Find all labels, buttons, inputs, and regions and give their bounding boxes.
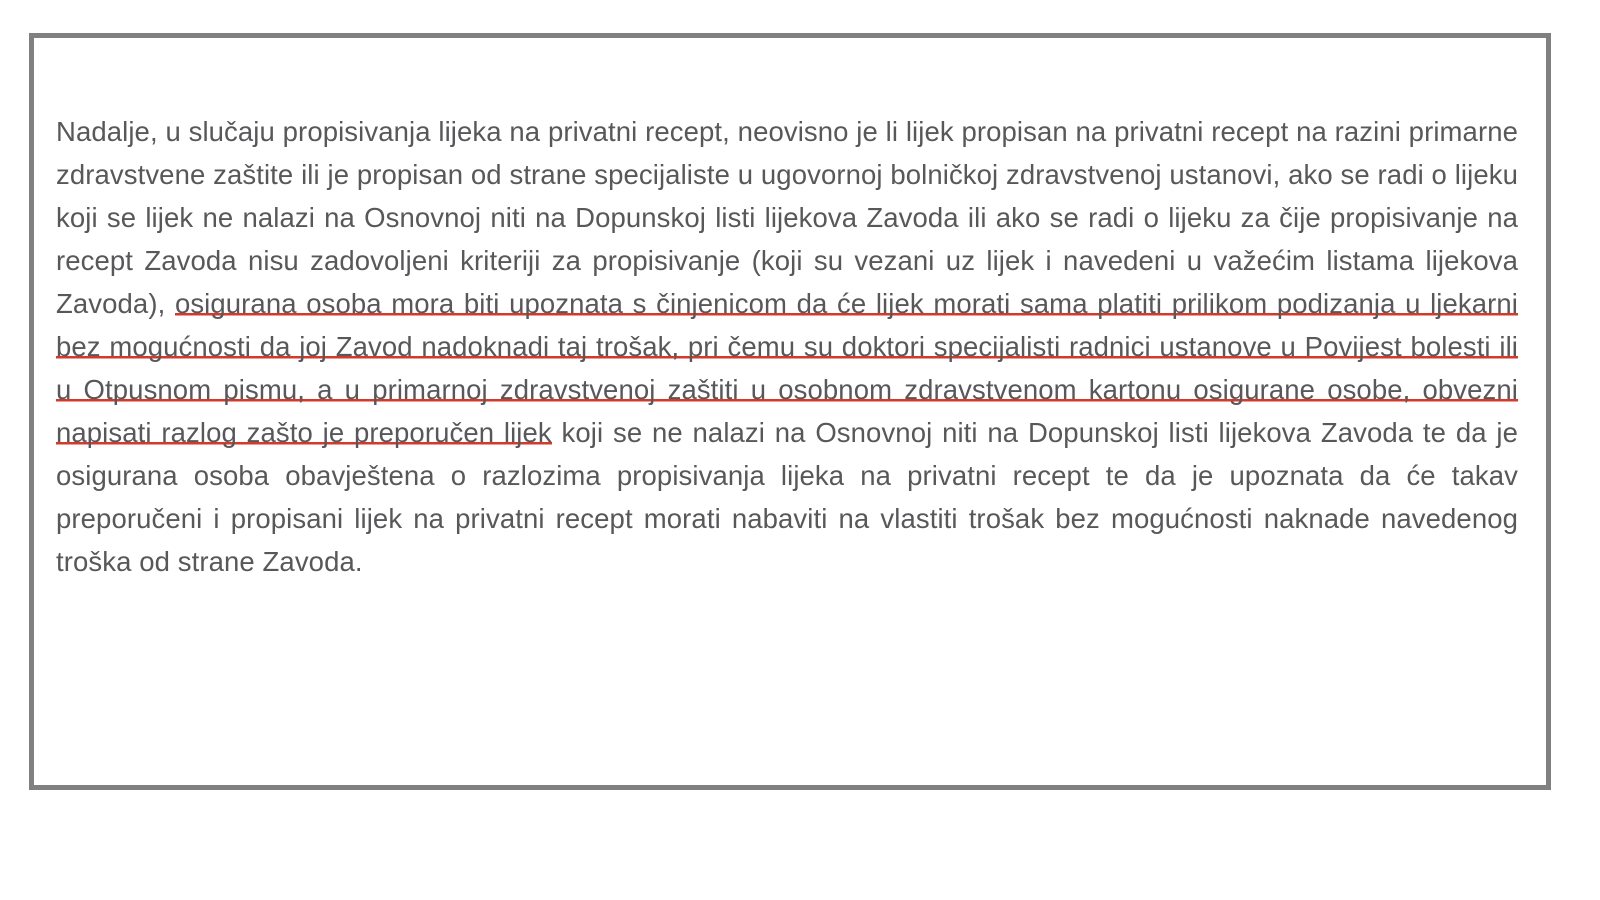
highlighted-underlined-passage: osigurana osoba mora biti upoznata s činjenicom da će lijek morati sama platiti prilikom podizanja u ljekarni bez mogućnosti da joj Zavod nadoknadi taj trošak, pri čemu su doktori specijalisti radnici ustanove u Povijest bolesti ili u Otpusnom pismu, a u primarnoj zdravstvenoj zaštiti u osobnom zdravstvenom kartonu osigurane osobe, obvezni napisati razlog zašto je preporučen lijek	[56, 288, 1518, 448]
document-frame	[29, 33, 1551, 790]
paragraph-tail-text: koji se ne nalazi na Osnovnoj niti na Dopunskoj listi lijekova Zavoda te da je osigurana osoba obavještena o razlozima propisivanja lijeka na privatni recept te da je upoznata da će takav preporučeni i propisani lijek na privatni recept morati nabaviti na vlastiti trošak bez mogućnosti naknade navedenog troška od strane Zavoda.	[56, 417, 1518, 577]
document-text-block	[56, 110, 1518, 583]
paragraph	[56, 110, 1518, 583]
paragraph-lead-text: Nadalje, u slučaju propisivanja lijeka na privatni recept, neovisno je li lijek propisan na privatni recept na razini primarne zdravstvene zaštite ili je propisan od strane specijaliste u ugovornoj bolničkoj zdravstvenoj ustanovi, ako se radi o lijeku koji se lijek ne nalazi na Osnovnoj niti na Dopunskoj listi lijekova Zavoda ili ako se radi o lijeku za čije propisivanje na recept Zavoda nisu zadovoljeni kriteriji za propisivanje (koji su vezani uz lijek i navedeni u važećim listama lijekova Zavoda),	[56, 116, 1518, 319]
